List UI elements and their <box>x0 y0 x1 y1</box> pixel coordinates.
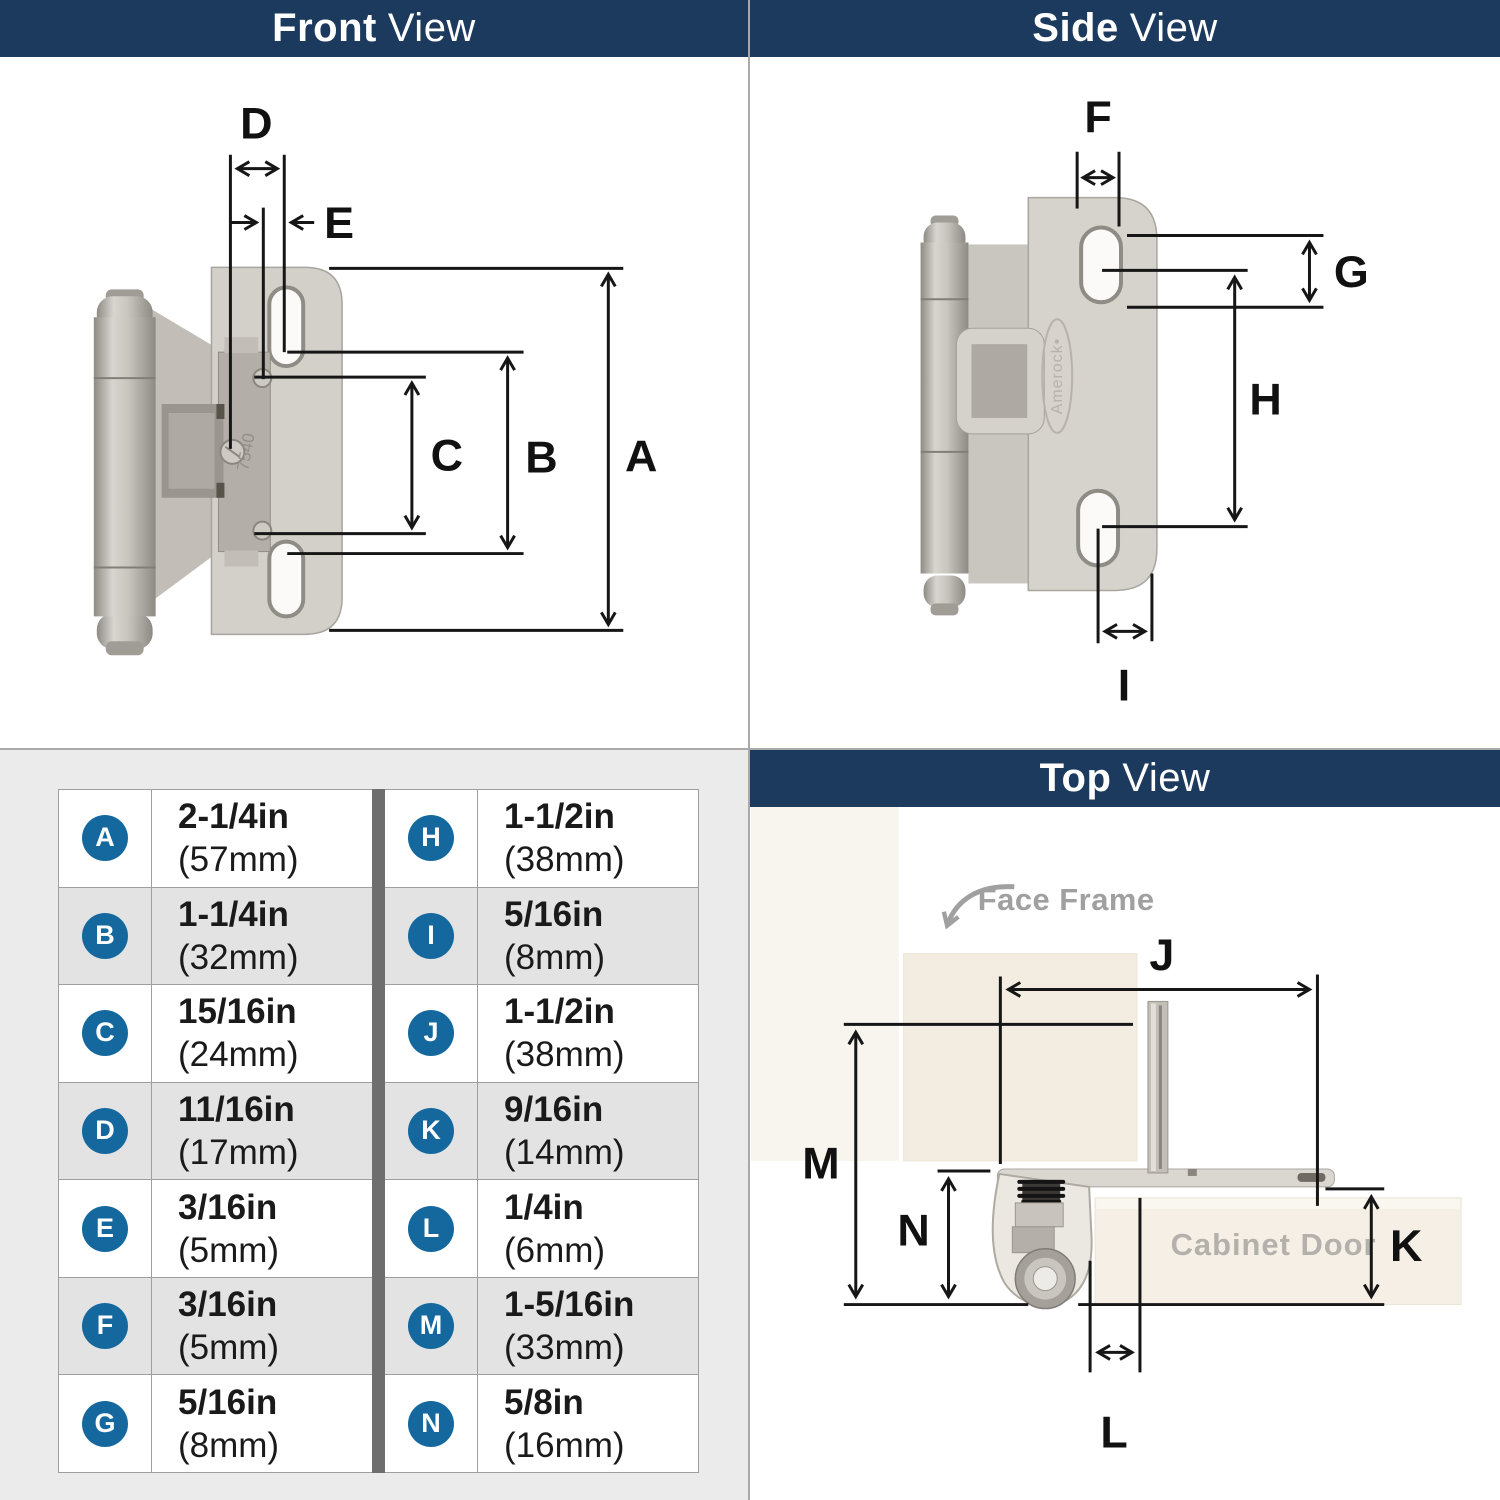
value-mm: (16mm) <box>504 1425 625 1465</box>
value-inches: 1-1/2in <box>504 992 615 1032</box>
side-view-header <box>750 0 1500 57</box>
dim-label-l: L <box>1100 1406 1128 1458</box>
table-row <box>59 888 372 986</box>
dim-label-e: E <box>324 197 355 249</box>
value-inches: 3/16in <box>178 1187 278 1227</box>
dimension-badge: B <box>82 913 128 959</box>
value-mm: (33mm) <box>504 1328 625 1368</box>
dim-label-d: D <box>240 97 273 149</box>
value-mm: (38mm) <box>504 840 625 880</box>
value-mm: (5mm) <box>178 1230 280 1270</box>
dimension-badge: C <box>82 1010 128 1056</box>
front-view-drawing <box>0 57 748 748</box>
face-frame-board <box>904 954 1137 1161</box>
dimension-badge: A <box>82 815 128 861</box>
value-inches: 1-5/16in <box>504 1285 635 1325</box>
dim-label-b: B <box>525 431 558 483</box>
front-view-title-strong: Front <box>272 6 377 50</box>
value-inches: 2-1/4in <box>178 797 289 837</box>
value-mm: (32mm) <box>178 937 299 977</box>
lower-screw <box>253 522 271 540</box>
value-inches: 9/16in <box>504 1090 604 1130</box>
dimension-badge: M <box>408 1303 454 1349</box>
dimension-badge: H <box>408 815 454 861</box>
value-mm: (8mm) <box>504 937 606 977</box>
spec-table-left-half <box>58 789 372 1473</box>
table-row <box>385 1278 698 1376</box>
front-view-header <box>0 0 748 57</box>
dim-label-g: G <box>1333 245 1369 297</box>
top-view-header <box>750 750 1500 807</box>
top-view-drawing <box>750 807 1500 1500</box>
upper-screw-slot <box>269 287 303 366</box>
barrel-bottom-tip <box>106 641 144 655</box>
table-row <box>59 1180 372 1278</box>
cabinet-side-panel <box>751 807 899 1161</box>
dimension-badge: L <box>408 1206 454 1252</box>
cabinet-door-label: Cabinet Door <box>1170 1227 1377 1263</box>
table-row <box>385 888 698 986</box>
table-row <box>59 790 372 888</box>
table-row <box>385 985 698 1083</box>
table-row <box>59 1375 372 1472</box>
front-hinge-graphic <box>94 267 342 655</box>
dimension-badge: E <box>82 1206 128 1252</box>
dim-label-i: I <box>1117 659 1131 711</box>
dim-label-c: C <box>430 429 463 481</box>
side-view-title-light: View <box>1129 6 1218 50</box>
value-inches: 1/4in <box>504 1187 584 1227</box>
top-view-panel <box>750 750 1500 1500</box>
value-inches: 3/16in <box>178 1285 278 1325</box>
top-view-title-strong: Top <box>1039 756 1112 800</box>
value-mm: (38mm) <box>504 1035 625 1075</box>
part-number-marking: 7540 <box>233 431 259 473</box>
value-mm: (5mm) <box>178 1328 280 1368</box>
dimension-badge: J <box>408 1010 454 1056</box>
spec-table <box>58 789 699 1473</box>
value-mm: (57mm) <box>178 840 299 880</box>
dimension-badge: I <box>408 913 454 959</box>
table-center-divider <box>372 789 385 1473</box>
dimension-badge: N <box>408 1401 454 1447</box>
spec-table-right-half <box>385 789 699 1473</box>
dim-label-h: H <box>1249 373 1282 425</box>
table-row <box>385 1375 698 1472</box>
table-row <box>59 985 372 1083</box>
top-view-title-light: View <box>1122 756 1211 800</box>
value-inches: 5/8in <box>504 1382 584 1422</box>
value-inches: 1-1/4in <box>178 894 289 934</box>
table-row <box>385 790 698 888</box>
upper-screw-slot <box>1081 228 1121 303</box>
side-view-title-strong: Side <box>1032 6 1119 50</box>
dim-label-m: M <box>802 1137 840 1189</box>
dim-label-k: K <box>1389 1220 1423 1272</box>
front-view-panel <box>0 0 750 750</box>
dim-label-n: N <box>897 1204 930 1256</box>
dim-label-j: J <box>1149 929 1175 981</box>
face-frame-label: Face Frame <box>977 882 1155 918</box>
table-row <box>385 1180 698 1278</box>
value-mm: (6mm) <box>504 1230 606 1270</box>
hinge-barrel <box>94 317 156 616</box>
side-view-panel <box>750 0 1500 750</box>
value-inches: 15/16in <box>178 992 297 1032</box>
front-view-title-light: View <box>387 6 476 50</box>
value-mm: (24mm) <box>178 1035 299 1075</box>
value-mm: (14mm) <box>504 1133 625 1173</box>
table-row <box>59 1083 372 1181</box>
value-inches: 5/16in <box>504 894 604 934</box>
value-inches: 11/16in <box>178 1090 295 1130</box>
dim-label-a: A <box>625 430 658 482</box>
dimension-badge: F <box>82 1303 128 1349</box>
dimension-badge: D <box>82 1108 128 1154</box>
dimension-badge: K <box>408 1108 454 1154</box>
value-mm: (17mm) <box>178 1133 299 1173</box>
dimension-badge: G <box>82 1401 128 1447</box>
table-row <box>59 1278 372 1376</box>
brand-marking: Amerock• <box>1049 337 1067 415</box>
spec-table-panel <box>0 750 750 1500</box>
value-inches: 5/16in <box>178 1382 278 1422</box>
side-view-drawing <box>750 57 1500 748</box>
side-hinge-graphic <box>921 198 1157 616</box>
value-inches: 1-1/2in <box>504 797 615 837</box>
table-row <box>385 1083 698 1181</box>
value-mm: (8mm) <box>178 1425 280 1465</box>
screw-block <box>1015 1203 1063 1227</box>
dim-label-f: F <box>1084 91 1112 143</box>
